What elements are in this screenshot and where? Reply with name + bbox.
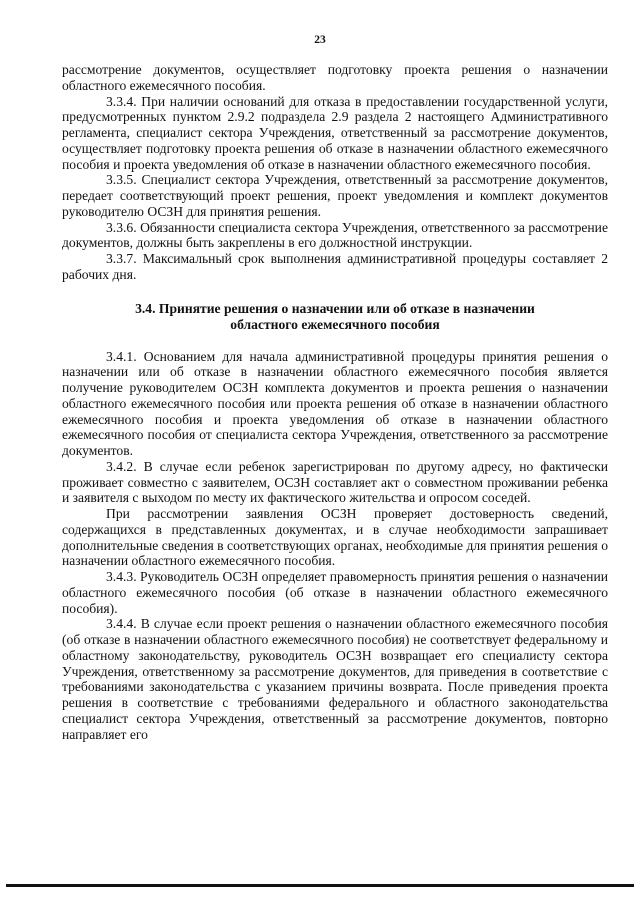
section-heading-line-2: областного ежемесячного пособия (230, 316, 440, 332)
document-body (62, 62, 608, 742)
paragraph-continuation: рассмотрение документов, осуществляет подготовку проекта решения о назначении областного ежемесячного пособия. (62, 62, 608, 93)
paragraph-3-4-2-cont: При рассмотрении заявления ОСЗН проверяет достоверность сведений, содержащихся в представленных документах, и в случае необходимости запрашивает дополнительные сведения в соответствующих органах, необходимые для принятия решения о назначении областного ежемесячного пособия. (62, 506, 608, 569)
paragraph-3-3-4: 3.3.4. При наличии оснований для отказа в предоставлении государственной услуги, предусмотренных пунктом 2.9.2 подраздела 2.9 раздела 2 настоящего Административного регламента, специалист сектора Учреждения, ответственный за рассмотрение документов, осуществляет подготовку проекта решения об отказе в назначении областного ежемесячного пособия и проекта уведомления об отказе в назначении областного ежемесячного пособия. (62, 93, 608, 172)
paragraph-3-3-7: 3.3.7. Максимальный срок выполнения административной процедуры составляет 2 рабочих дня. (62, 251, 608, 282)
paragraph-3-4-3: 3.4.3. Руководитель ОСЗН определяет правомерность принятия решения о назначении областного ежемесячного пособия (об отказе в назначении областного ежемесячного пособия). (62, 569, 608, 616)
bottom-rule (6, 884, 634, 887)
paragraph-3-3-5: 3.3.5. Специалист сектора Учреждения, ответственный за рассмотрение документов, передает соответствующий проект решения, проект уведомления и комплект документов руководителю ОСЗН для принятия решения. (62, 172, 608, 219)
paragraph-3-4-4: 3.4.4. В случае если проект решения о назначении областного ежемесячного пособия (об отказе в назначении областного ежемесячного пособия) не соответствует федеральному и областному законодательству, руководитель ОСЗН возвращает его специалисту сектора Учреждения, ответственному за рассмотрение документов, для приведения в соответствие с требованиями законодательства с указанием причины возврата. После приведения проекта решения в соответствие с требованиями федерального и областного законодательства специалист сектора Учреждения, ответственный за рассмотрение документов, повторно направляет его (62, 616, 608, 742)
page-number: 23 (314, 34, 326, 46)
paragraph-3-4-2: 3.4.2. В случае если ребенок зарегистрирован по другому адресу, но фактически проживает совместно с заявителем, ОСЗН составляет акт о совместном проживании ребенка и заявителя с выходом по месту их фактического жительства и опросом соседей. (62, 458, 608, 506)
section-heading (62, 301, 608, 333)
section-heading-line-1: 3.4. Принятие решения о назначении или об отказе в назначении (135, 300, 535, 316)
paragraph-3-4-1: 3.4.1. Основанием для начала административной процедуры принятия решения о назначении или об отказе в назначении областного ежемесячного пособия является получение руководителем ОСЗН комплекта документов и проекта решения о назначении областного ежемесячного пособия или проекта решения об отказе в назначении областного ежемесячного пособия и проекта уведомления об отказе в назначении областного ежемесячного пособия от специалиста сектора Учреждения, ответственного за рассмотрение документов. (62, 348, 608, 458)
paragraph-3-3-6: 3.3.6. Обязанности специалиста сектора Учреждения, ответственного за рассмотрение документов, должны быть закреплены в его должностной инструкции. (62, 219, 608, 251)
